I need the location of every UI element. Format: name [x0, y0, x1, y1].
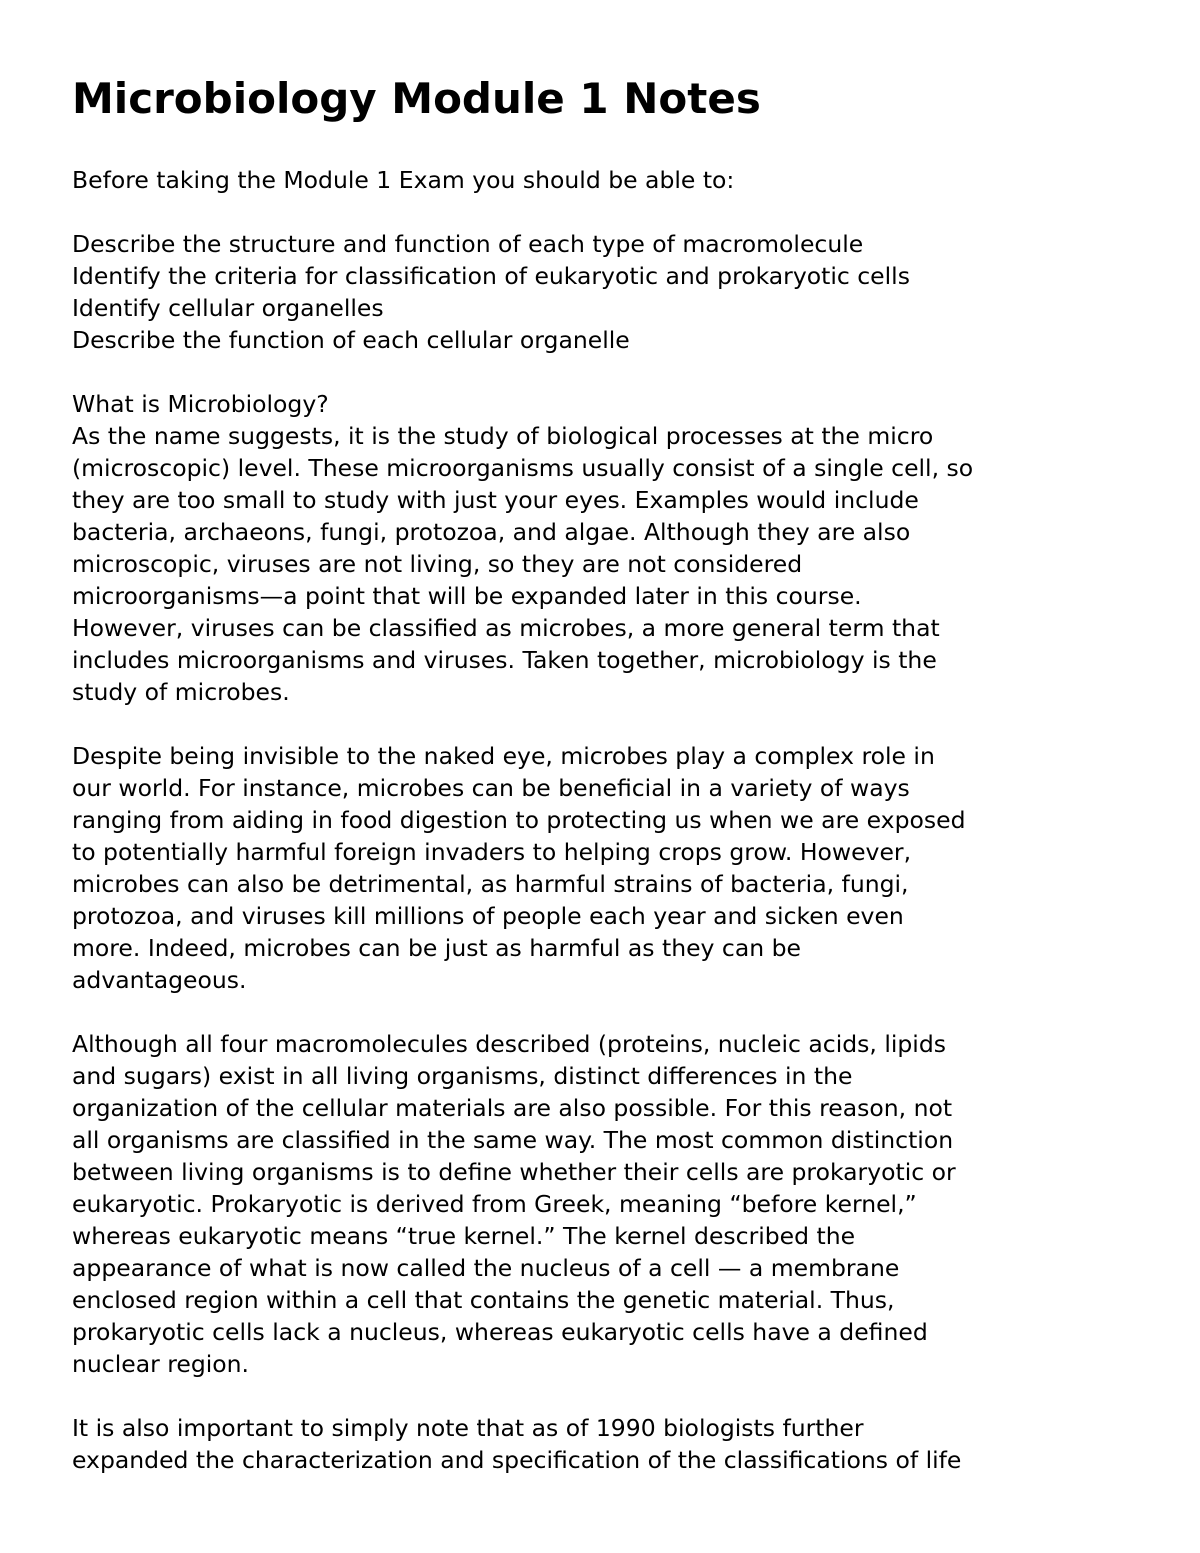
- paragraph-line: enclosed region within a cell that contains the genetic material. Thus,: [72, 1286, 895, 1314]
- paragraph-line: whereas eukaryotic means “true kernel.” The kernel described the: [72, 1222, 856, 1250]
- paragraph-line: they are too small to study with just your eyes. Examples would include: [72, 486, 919, 514]
- paragraph-line: (microscopic) level. These microorganisms usually consist of a single cell, so: [72, 454, 974, 482]
- objective-item: Describe the function of each cellular organelle: [72, 326, 630, 354]
- paragraph-line: bacteria, archaeons, fungi, protozoa, and algae. Although they are also: [72, 518, 911, 546]
- paragraph-line: prokaryotic cells lack a nucleus, whereas eukaryotic cells have a defined: [72, 1318, 928, 1346]
- document-title: Microbiology Module 1 Notes: [72, 74, 761, 123]
- paragraph-line: between living organisms is to define whether their cells are prokaryotic or: [72, 1158, 956, 1186]
- paragraph-line: includes microorganisms and viruses. Taken together, microbiology is the: [72, 646, 937, 674]
- paragraph-line: more. Indeed, microbes can be just as harmful as they can be: [72, 934, 801, 962]
- paragraph-4: [72, 1412, 1152, 1476]
- paragraph-line: microscopic, viruses are not living, so they are not considered: [72, 550, 803, 578]
- section-question: What is Microbiology?: [72, 390, 329, 418]
- paragraph-line: protozoa, and viruses kill millions of people each year and sicken even: [72, 902, 904, 930]
- paragraph-line: our world. For instance, microbes can be beneficial in a variety of ways: [72, 774, 910, 802]
- spacer: [72, 1380, 1152, 1412]
- paragraph-line: and sugars) exist in all living organisms, distinct differences in the: [72, 1062, 853, 1090]
- paragraph-line: study of microbes.: [72, 678, 290, 706]
- document-page: [72, 72, 1152, 1476]
- paragraph-2: [72, 740, 1152, 996]
- paragraph-line: eukaryotic. Prokaryotic is derived from Greek, meaning “before kernel,”: [72, 1190, 917, 1218]
- objective-item: Identify the criteria for classification of eukaryotic and prokaryotic cells: [72, 262, 910, 290]
- objective-item: Identify cellular organelles: [72, 294, 384, 322]
- spacer: [72, 996, 1152, 1028]
- paragraph-line: However, viruses can be classified as microbes, a more general term that: [72, 614, 940, 642]
- paragraph-line: microorganisms—a point that will be expanded later in this course.: [72, 582, 862, 610]
- paragraph-line: nuclear region.: [72, 1350, 250, 1378]
- spacer: [72, 356, 1152, 388]
- paragraph-line: microbes can also be detrimental, as harmful strains of bacteria, fungi,: [72, 870, 909, 898]
- paragraph-line: It is also important to simply note that as of 1990 biologists further: [72, 1414, 864, 1442]
- paragraph-3: [72, 1028, 1152, 1380]
- paragraph-line: organization of the cellular materials are also possible. For this reason, not: [72, 1094, 953, 1122]
- objectives-list: [72, 228, 1152, 356]
- paragraph-line: appearance of what is now called the nucleus of a cell — a membrane: [72, 1254, 900, 1282]
- paragraph-line: ranging from aiding in food digestion to protecting us when we are exposed: [72, 806, 966, 834]
- paragraph-line: all organisms are classified in the same way. The most common distinction: [72, 1126, 954, 1154]
- intro-text: Before taking the Module 1 Exam you should be able to:: [72, 166, 735, 194]
- paragraph-line: Despite being invisible to the naked eye, microbes play a complex role in: [72, 742, 935, 770]
- paragraph-line: to potentially harmful foreign invaders to helping crops grow. However,: [72, 838, 912, 866]
- paragraph-line: advantageous.: [72, 966, 247, 994]
- spacer: [72, 196, 1152, 228]
- paragraph-line: As the name suggests, it is the study of biological processes at the micro: [72, 422, 934, 450]
- spacer: [72, 708, 1152, 740]
- paragraph-line: Although all four macromolecules described (proteins, nucleic acids, lipids: [72, 1030, 946, 1058]
- objective-item: Describe the structure and function of each type of macromolecule: [72, 230, 864, 258]
- paragraph-1: [72, 420, 1152, 708]
- paragraph-line: expanded the characterization and specification of the classifications of life: [72, 1446, 962, 1474]
